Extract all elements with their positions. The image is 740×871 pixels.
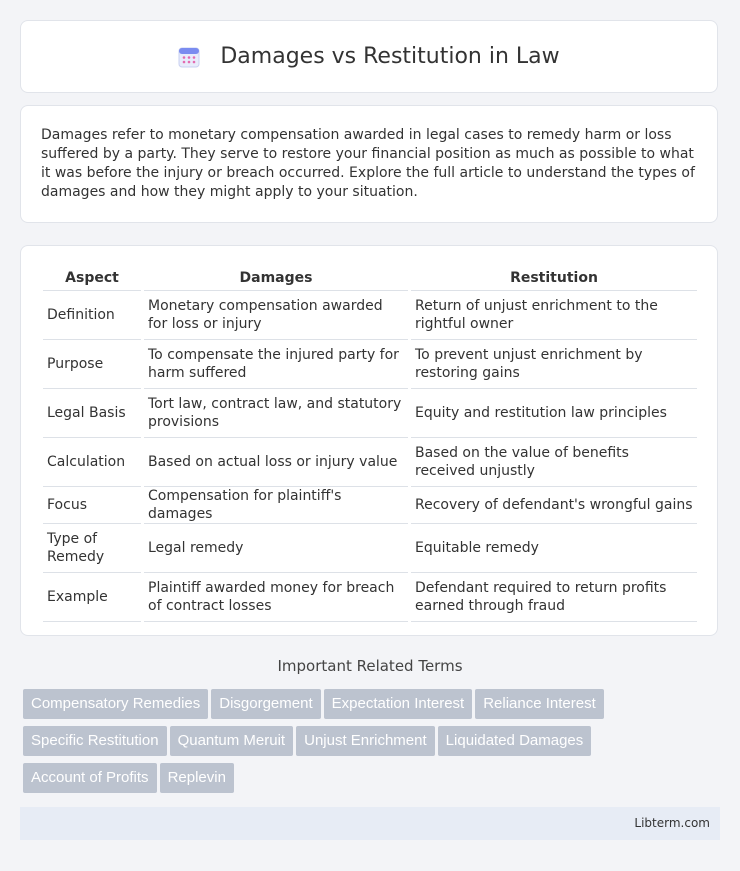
footer — [20, 807, 720, 840]
page-title: Damages vs Restitution in Law — [220, 44, 560, 69]
calendar-icon — [178, 46, 200, 68]
comparison-table — [40, 266, 700, 622]
table-cell: Equitable remedy — [411, 524, 697, 573]
table-cell: Monetary compensation awarded for loss or injury — [144, 291, 408, 340]
row-label: Type of Remedy — [43, 524, 141, 573]
table-cell: Defendant required to return profits earned through fraud — [411, 573, 697, 622]
comparison-table-card — [20, 245, 718, 636]
related-term-tag[interactable]: Replevin — [160, 763, 234, 793]
row-label: Calculation — [43, 438, 141, 487]
related-term-tag[interactable]: Specific Restitution — [23, 726, 167, 756]
table-cell: Legal remedy — [144, 524, 408, 573]
table-cell: Plaintiff awarded money for breach of contract losses — [144, 573, 408, 622]
related-term-tag[interactable]: Reliance Interest — [475, 689, 604, 719]
related-term-tag[interactable]: Quantum Meruit — [170, 726, 294, 756]
table-row — [43, 340, 697, 389]
related-terms-title: Important Related Terms — [277, 657, 463, 675]
table-row — [43, 524, 697, 573]
table-cell: Compensation for plaintiff's damages — [144, 487, 408, 524]
header-card — [20, 20, 718, 93]
table-cell: Recovery of defendant's wrongful gains — [411, 487, 697, 524]
intro-card — [20, 105, 718, 223]
related-term-tag[interactable]: Account of Profits — [23, 763, 157, 793]
column-header: Damages — [144, 266, 408, 291]
related-term-tag[interactable]: Unjust Enrichment — [296, 726, 435, 756]
related-term-tag[interactable]: Compensatory Remedies — [23, 689, 208, 719]
table-cell: Equity and restitution law principles — [411, 389, 697, 438]
table-cell: Return of unjust enrichment to the rightful owner — [411, 291, 697, 340]
column-header: Aspect — [43, 266, 141, 291]
row-label: Definition — [43, 291, 141, 340]
table-row — [43, 291, 697, 340]
related-term-tag[interactable]: Liquidated Damages — [438, 726, 592, 756]
table-cell: Tort law, contract law, and statutory provisions — [144, 389, 408, 438]
table-row — [43, 573, 697, 622]
table-row — [43, 438, 697, 487]
table-cell: Based on the value of benefits received unjustly — [411, 438, 697, 487]
table-cell: To prevent unjust enrichment by restoring gains — [411, 340, 697, 389]
table-row — [43, 389, 697, 438]
row-label: Example — [43, 573, 141, 622]
column-header: Restitution — [411, 266, 697, 291]
row-label: Purpose — [43, 340, 141, 389]
table-cell: Based on actual loss or injury value — [144, 438, 408, 487]
row-label: Legal Basis — [43, 389, 141, 438]
related-term-tag[interactable]: Disgorgement — [211, 689, 320, 719]
related-terms-list — [23, 689, 713, 800]
related-term-tag[interactable]: Expectation Interest — [324, 689, 473, 719]
row-label: Focus — [43, 487, 141, 524]
intro-text: Damages refer to monetary compensation awarded in legal cases to remedy harm or loss suffered by a party. They serve to restore your financial position as much as possible to what it was before the injury or breach occurred. Explore the full article to understand the types of damages and how they might apply to your situation. — [41, 127, 695, 200]
table-row — [43, 487, 697, 524]
footer-site-link[interactable]: Libterm.com — [634, 816, 710, 830]
table-cell: To compensate the injured party for harm suffered — [144, 340, 408, 389]
